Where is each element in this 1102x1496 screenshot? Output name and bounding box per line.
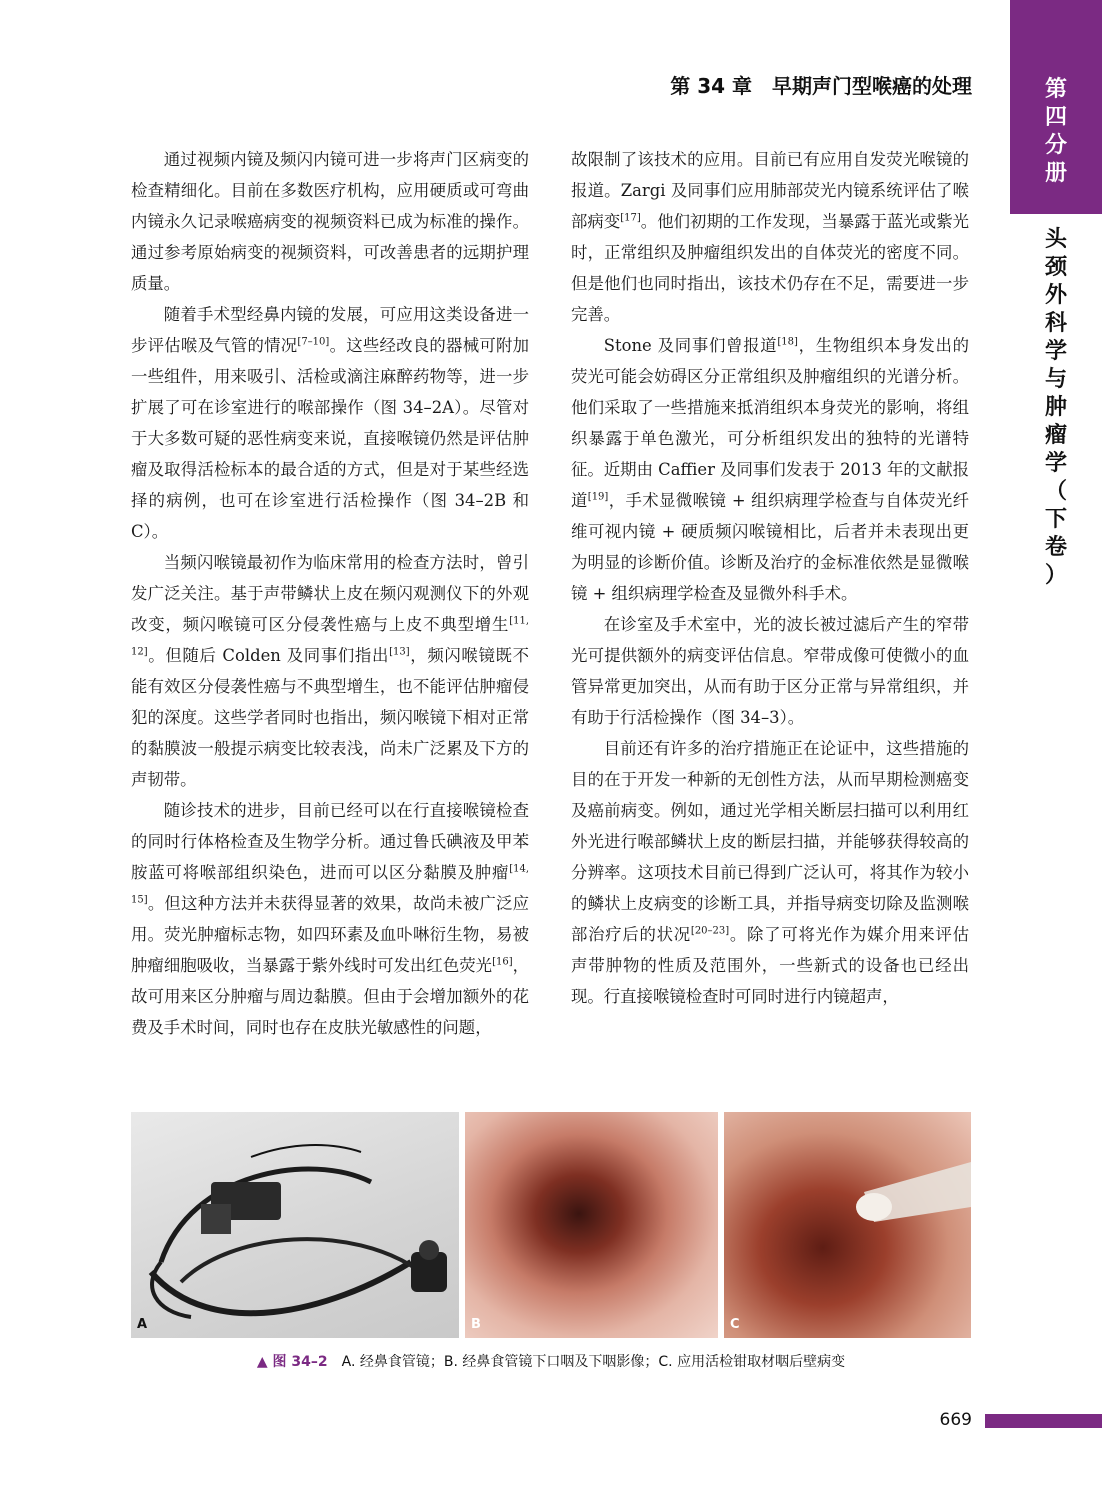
book-title-char: 颈 (1044, 255, 1067, 280)
paragraph-text: 目前还有许多的治疗措施正在论证中，这些措施的目的在于开发一种新的无创性方法，从而早期检测癌变及癌前病变。例如，通过光学相关断层扫描可以利用红外光进行喉部鳞状上皮的断层扫描，并能够获得较高的分辨率。这项技术目前已得到广泛认可，将其作为较小的鳞状上皮病变的诊断工具，并指导病变切除及监测喉部治疗后的状况 (571, 739, 969, 944)
citation-ref: [20–23] (690, 925, 730, 937)
paragraph-text: 故限制了该技术的应用。目前已有应用自发荧光喉镜的报道。Zargi 及同事们应用肺部荧光内镜系统评估了喉部病变 (571, 150, 969, 231)
citation-ref: [14, 15] (131, 863, 529, 906)
paragraph-text: ，故可用来区分肿瘤与周边黏膜。但由于会增加额外的花费及手术时间，同时也存在皮肤光敏感性的问题， (131, 956, 530, 1037)
book-title-char: 科 (1044, 311, 1067, 336)
paragraph-text: ，生物组织本身发出的荧光可能会妨碍区分正常组织及肿瘤组织的光谱分析。他们采取了一些措施来抵消组织本身荧光的影响，将组织暴露于单色激光，可分析组织发出的独特的光谱特征。近期由 Caffier 及同事们发表于 2013 年的文献报道 (571, 336, 969, 510)
book-title-char: 与 (1044, 367, 1067, 392)
citation-ref: [13] (389, 646, 410, 658)
biopsy-forceps-illustration (724, 1112, 971, 1338)
book-title-char: 卷 (1044, 535, 1067, 560)
paragraph-text: ，手术显微喉镜 + 组织病理学检查与自体荧光纤维可视内镜 + 硬质频闪喉镜相比，后者并未表现出更为明显的诊断价值。诊断及治疗的金标准依然是显微喉镜 + 组织病理学检查及显微外科手术。 (571, 491, 970, 603)
paragraph-text: 。除了可将光作为媒介用来评估声带肿物的性质及范围外，一些新式的设备也已经出现。行直接喉镜检查时可同时进行内镜超声， (571, 925, 970, 1006)
figure-panel-hypopharynx-image (465, 1112, 718, 1338)
paragraph (131, 547, 529, 795)
citation-ref: [17] (620, 212, 641, 224)
paragraph (131, 299, 529, 547)
paragraph-text: ，频闪喉镜既不能有效区分侵袭性癌与不典型增生，也不能评估肿瘤侵犯的深度。这些学者同时也指出，频闪喉镜下相对正常的黏膜波一般提示病变比较表浅，尚未广泛累及下方的声韧带。 (131, 646, 530, 789)
panel-label: B (471, 1317, 481, 1332)
paragraph (571, 330, 969, 609)
book-title-char: 头 (1044, 227, 1067, 252)
volume-tab-char: 册 (1044, 161, 1067, 186)
page-number: 669 (939, 1410, 972, 1430)
chapter-header: 第 34 章 早期声门型喉癌的处理 (670, 74, 972, 98)
paragraph-text: 随诊技术的进步，目前已经可以在行直接喉镜检查的同时行体格检查及生物学分析。通过鲁氏碘液及甲苯胺蓝可将喉部组织染色，进而可以区分黏膜及肿瘤 (131, 801, 529, 882)
endoscope-illustration (131, 1112, 459, 1338)
citation-ref: [19] (587, 491, 609, 503)
paragraph: 通过视频内镜及频闪内镜可进一步将声门区病变的检查精细化。目前在多数医疗机构，应用硬质或可弯曲内镜永久记录喉癌病变的视频资料已成为标准的操作。通过参考原始病变的视频资料，可改善患者的远期护理质量。 (131, 150, 529, 293)
panel-label: A (137, 1317, 148, 1332)
paragraph (571, 733, 969, 1012)
panel-label: C (730, 1317, 740, 1332)
citation-ref: [16] (492, 956, 513, 968)
paragraph-text: 。但这种方法并未获得显著的效果，故尚未被广泛应用。荧光肿瘤标志物，如四环素及血卟啉衍生物，易被肿瘤细胞吸收，当暴露于紫外线时可发出红色荧光 (131, 894, 529, 975)
book-title-char: 肿 (1044, 395, 1067, 420)
figure-34-2 (131, 1112, 971, 1338)
book-title-char: 下 (1044, 507, 1067, 532)
paragraph (131, 795, 529, 1043)
paragraph-text: 随着手术型经鼻内镜的发展，可应用这类设备进一步评估喉及气管的情况 (131, 305, 529, 355)
volume-tab-char: 分 (1044, 133, 1067, 158)
book-title-char: 瘤 (1044, 423, 1067, 448)
citation-ref: [7–10] (297, 336, 330, 348)
figure-caption (131, 1351, 971, 1371)
figure-panel-biopsy-image (724, 1112, 971, 1338)
page-number-bar (985, 1414, 1102, 1428)
paragraph-text: 当频闪喉镜最初作为临床常用的检查方法时，曾引发广泛关注。基于声带鳞状上皮在频闪观测仪下的外观改变，频闪喉镜可区分侵袭性癌与上皮不典型增生 (131, 553, 529, 634)
volume-tab-char: 第 (1044, 77, 1067, 102)
paragraph-text: Stone 及同事们曾报道 (603, 336, 778, 355)
citation-ref: [18] (777, 336, 798, 348)
citation-ref: [11, 12] (131, 615, 529, 658)
book-title-char: ） (1044, 563, 1067, 588)
paragraph-text: 。但随后 Colden 及同事们指出 (147, 646, 390, 665)
right-text-column (571, 144, 969, 1012)
figure-caption-text: A. 经鼻食管镜；B. 经鼻食管镜下口咽及下咽影像；C. 应用活检钳取材咽后壁病变 (327, 1354, 846, 1370)
paragraph (571, 144, 969, 330)
volume-tab (1010, 0, 1102, 214)
book-title-char: 学 (1044, 339, 1067, 364)
figure-number: ▲ 图 34–2 (256, 1354, 328, 1370)
book-title-char: （ (1044, 479, 1067, 504)
figure-panel-endoscope-photo (131, 1112, 459, 1338)
book-title-char: 学 (1044, 451, 1067, 476)
paragraph: 在诊室及手术室中，光的波长被过滤后产生的窄带光可提供额外的病变评估信息。窄带成像可使微小的血管异常更加突出，从而有助于区分正常与异常组织，并有助于行活检操作（图 34–3）。 (571, 615, 969, 727)
volume-tab-char: 四 (1044, 105, 1067, 130)
left-text-column (131, 144, 529, 1043)
paragraph-text: 。他们初期的工作发现，当暴露于蓝光或紫光时，正常组织及肿瘤组织发出的自体荧光的密度不同。但是他们也同时指出，该技术仍存在不足，需要进一步完善。 (571, 212, 970, 324)
paragraph-text: 。这些经改良的器械可附加一些组件，用来吸引、活检或滴注麻醉药物等，进一步扩展了可在诊室进行的喉部操作（图 34–2A）。尽管对于大多数可疑的恶性病变来说，直接喉镜仍然是评估肿瘤及取得活检标本的最合适的方式，但是对于某些经选择的病例，也可在诊室进行活检操作（图 34–2B 和 C）。 (131, 336, 530, 541)
book-title-vertical (1010, 226, 1102, 590)
book-title-char: 外 (1044, 283, 1067, 308)
